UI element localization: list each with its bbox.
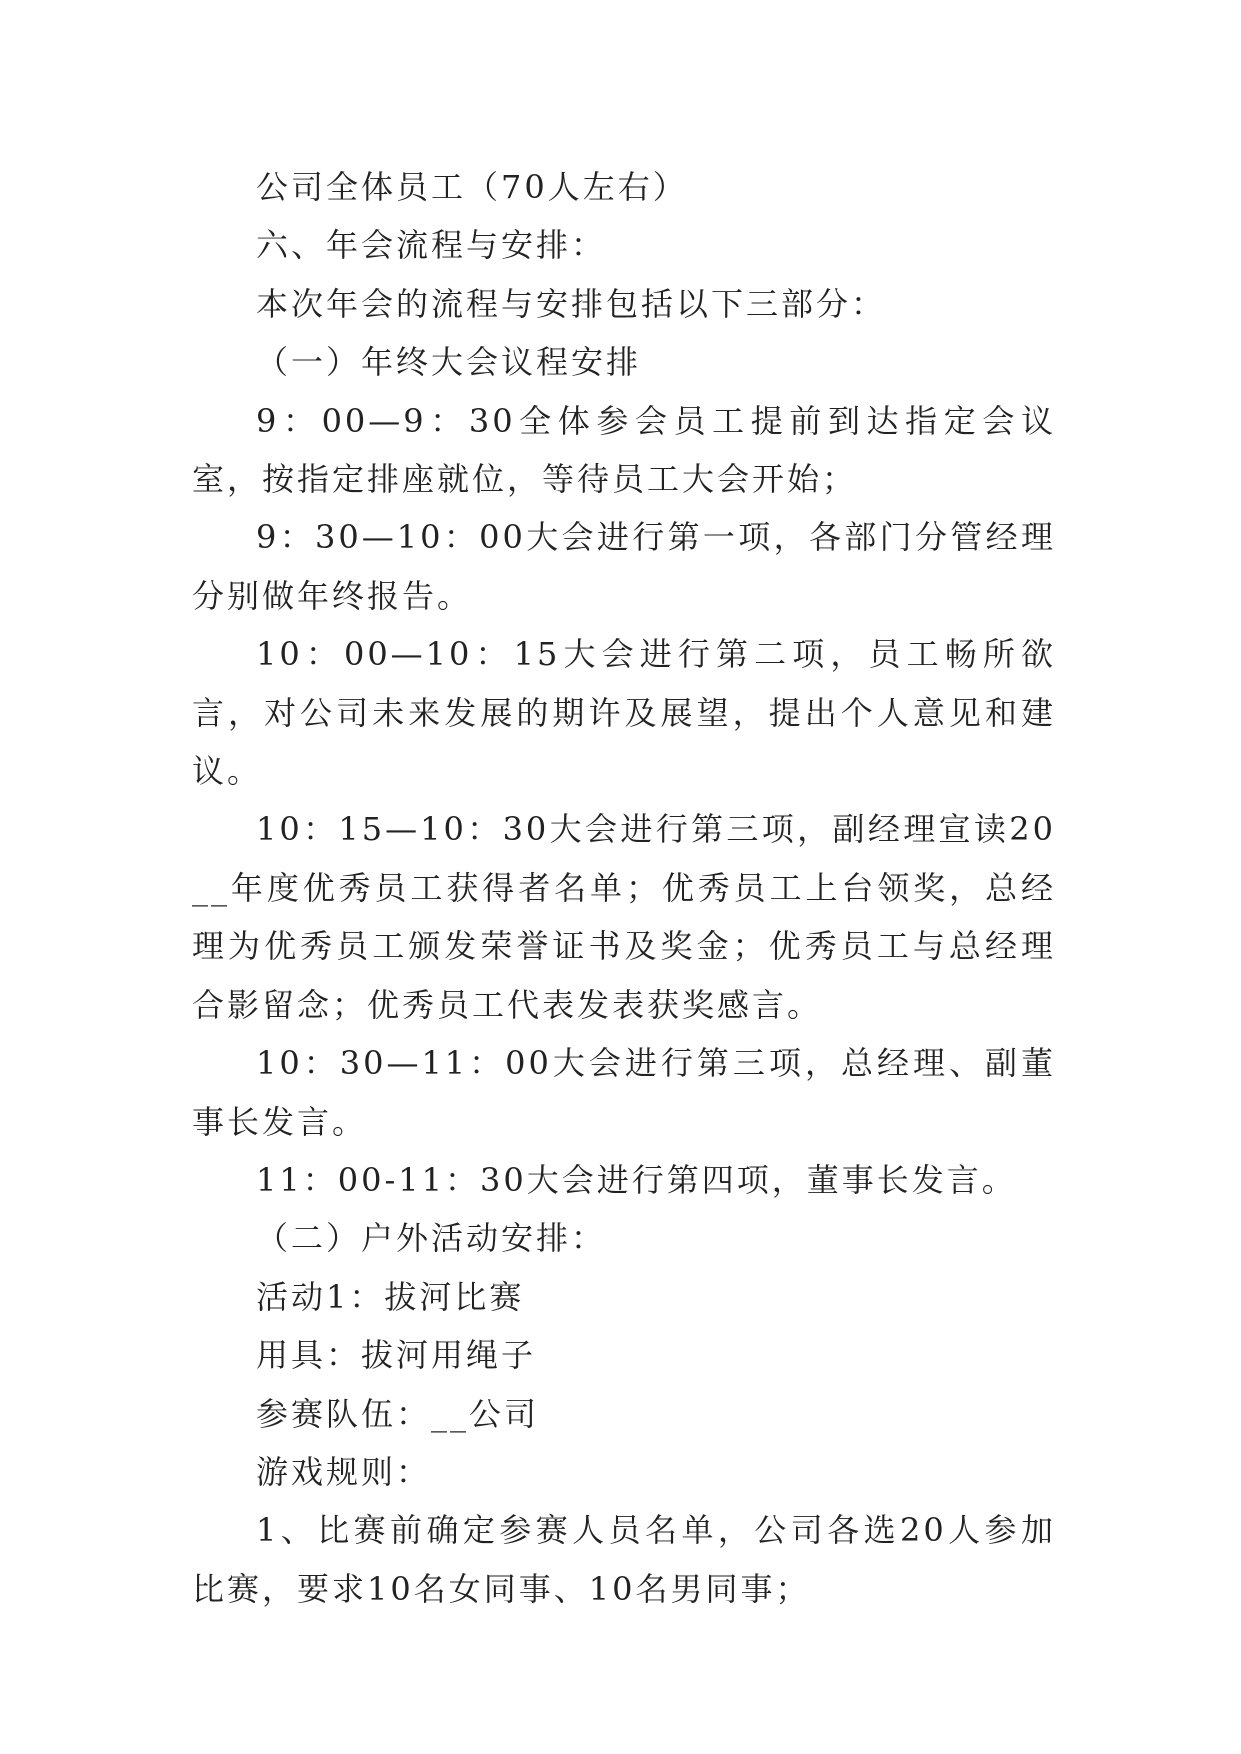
paragraph-schedule-0930: 9：30—10：00大会进行第一项，各部门分管经理分别做年终报告。 — [192, 518, 1056, 615]
paragraph-attendees: 公司全体员工（70人左右） — [256, 168, 688, 206]
paragraph-equipment: 用具：拔河用绳子 — [256, 1336, 537, 1375]
subsection-heading-meeting: （一）年终大会议程安排 — [256, 343, 642, 382]
paragraph-schedule-1030: 10：30—11：00大会进行第三项，总经理、副董事长发言。 — [192, 1044, 1056, 1141]
paragraph-rule-1: 1、比赛前确定参赛人员名单，公司各选20人参加比赛，要求10名女同事、10名男同事； — [192, 1511, 1056, 1608]
paragraph-teams: 参赛队伍：__公司 — [256, 1394, 540, 1433]
paragraph-schedule-1015: 10：15—10：30大会进行第三项，副经理宣读20__年度优秀员工获得者名单；优秀员工上台领奖，总经理为优秀员工颁发荣誉证书及奖金；优秀员工与总经理合影留念；优秀员工代表发表获奖感言。 — [192, 810, 1056, 1024]
paragraph-schedule-1000: 10：00—10：15大会进行第二项，员工畅所欲言，对公司未来发展的期许及展望，提出个人意见和建议。 — [192, 635, 1056, 791]
section-heading-agenda: 六、年会流程与安排： — [256, 226, 607, 265]
subsection-heading-outdoor: （二）户外活动安排： — [256, 1219, 607, 1258]
paragraph-schedule-0900: 9：00—9：30全体参会员工提前到达指定会议室，按指定排座就位，等待员工大会开始； — [192, 401, 1056, 499]
document-body — [192, 158, 1056, 1618]
paragraph-agenda-intro: 本次年会的流程与安排包括以下三部分： — [256, 284, 887, 323]
paragraph-rules-heading: 游戏规则： — [256, 1452, 432, 1491]
paragraph-schedule-1100: 11：00-11：30大会进行第四项，董事长发言。 — [256, 1160, 1017, 1199]
paragraph-activity-1: 活动1：拔河比赛 — [256, 1277, 525, 1316]
